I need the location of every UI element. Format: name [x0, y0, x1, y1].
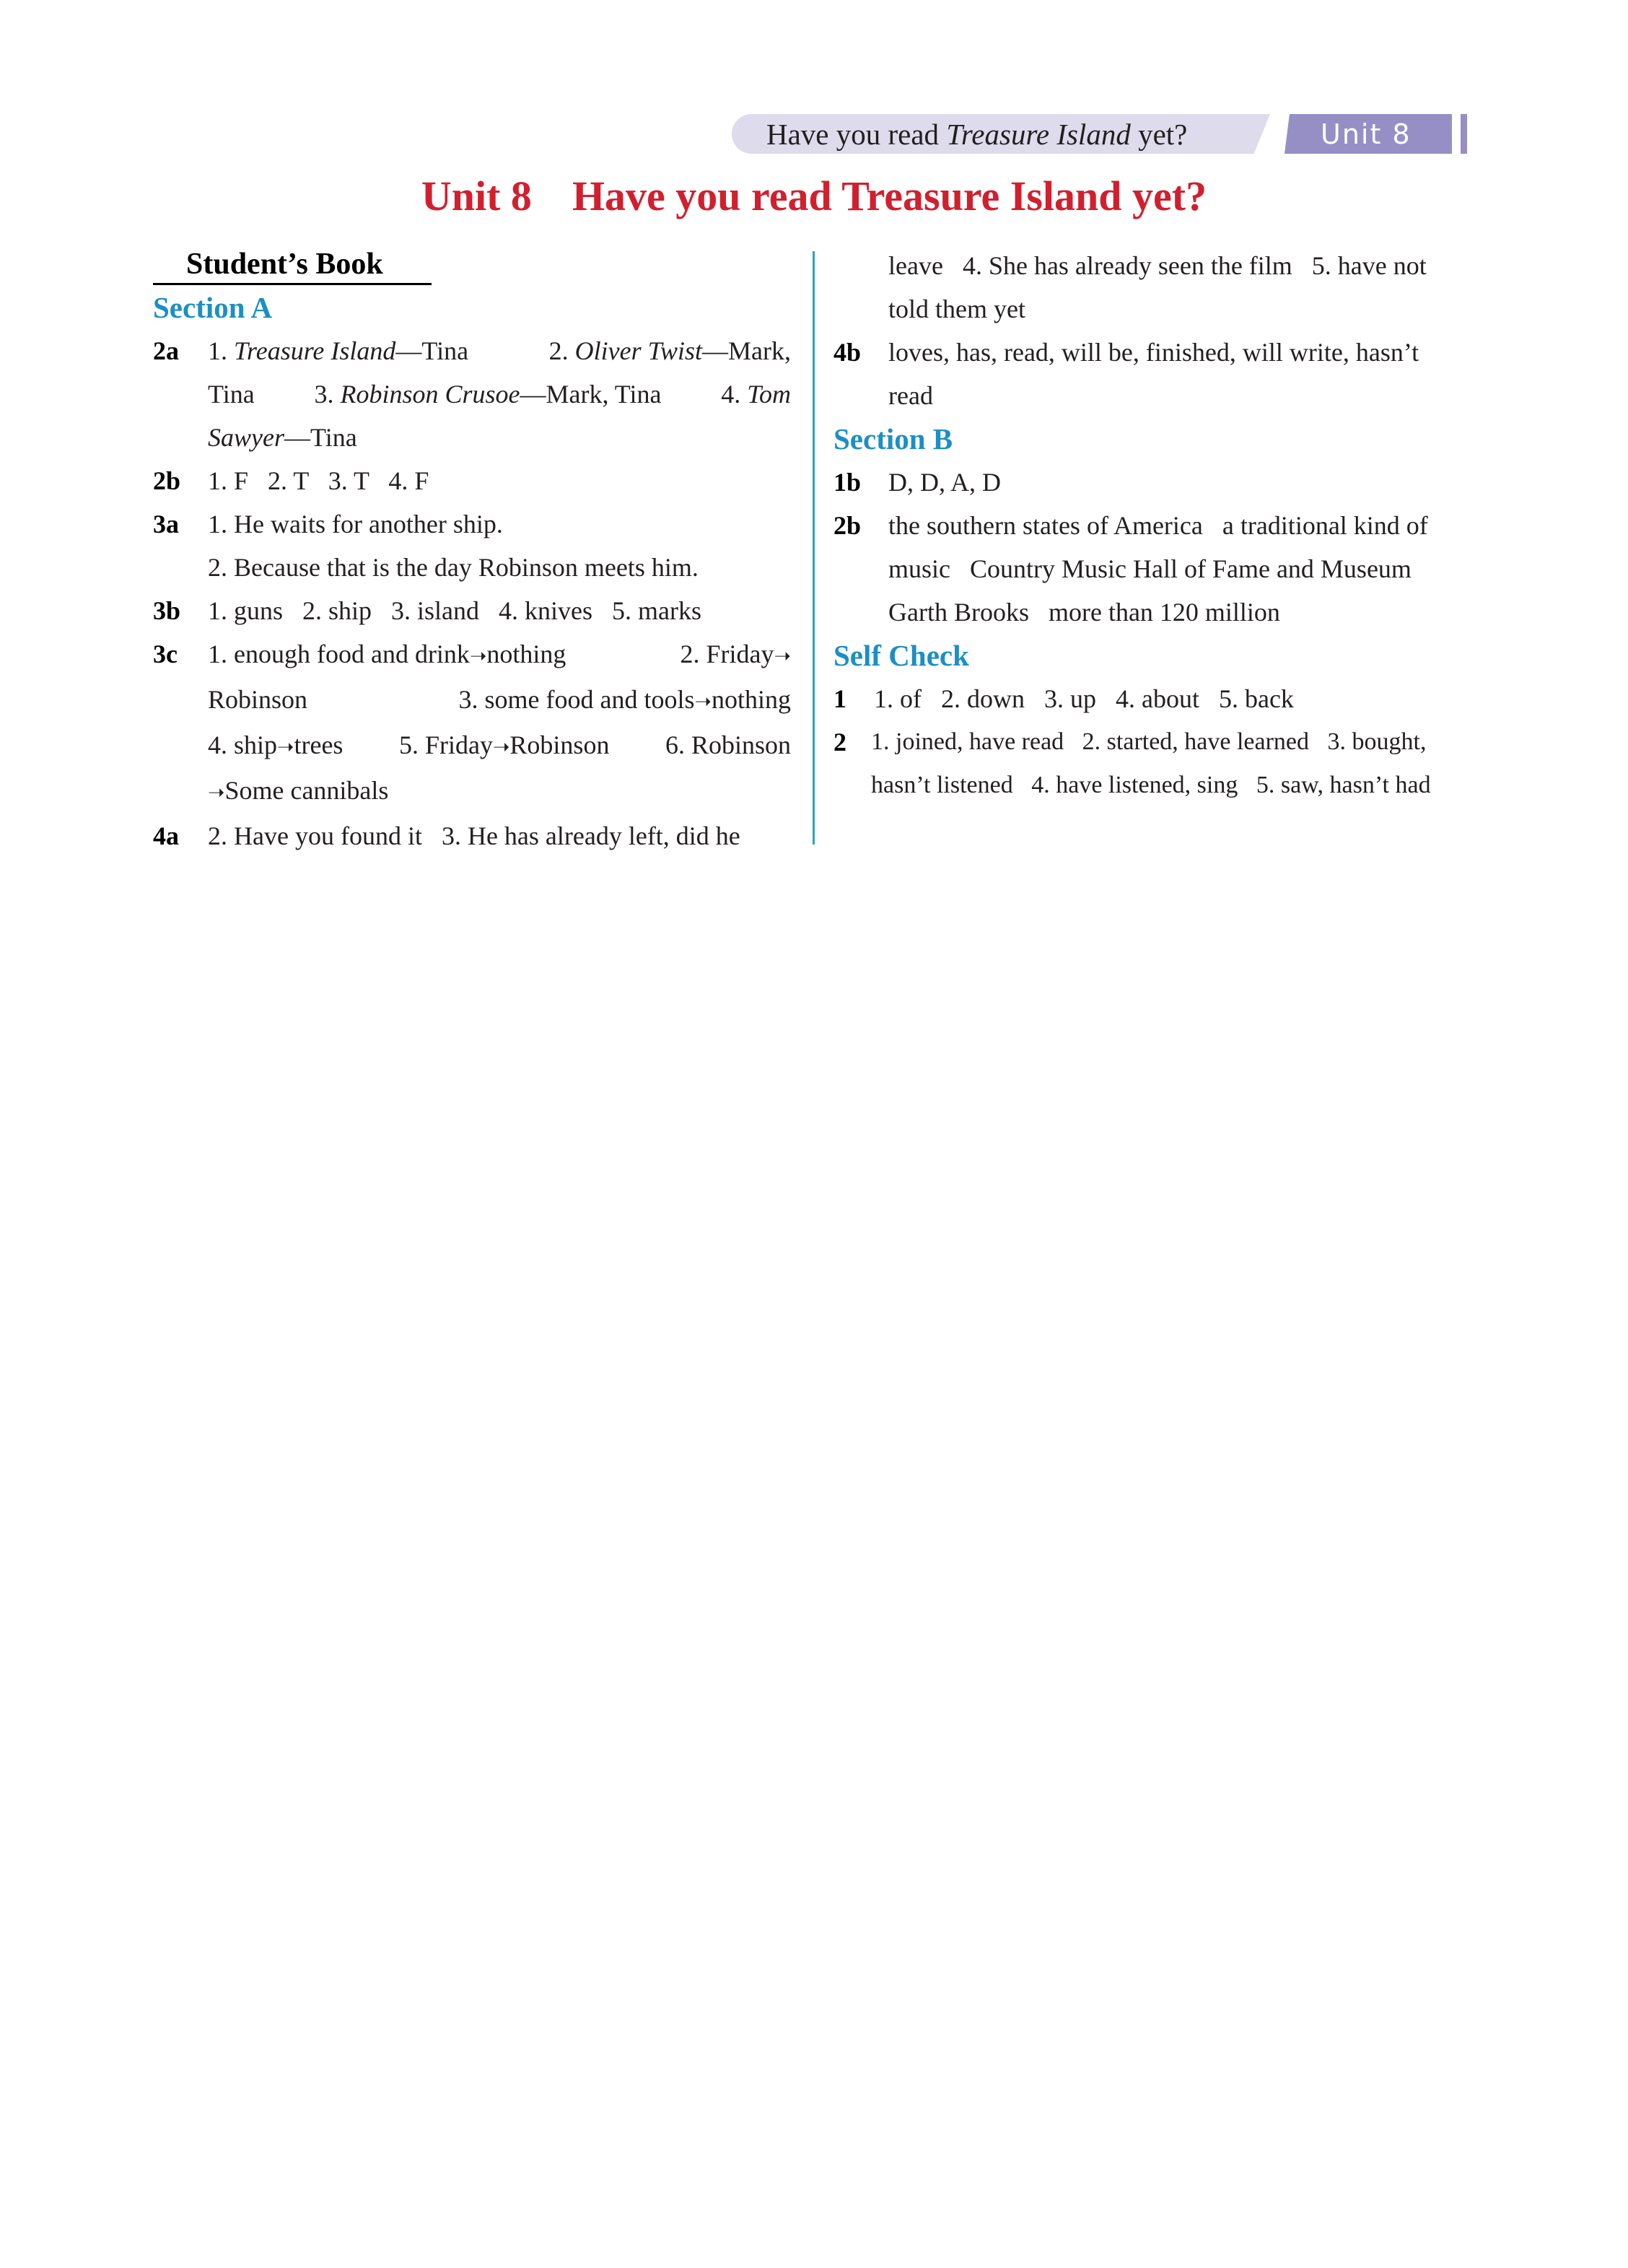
answer-3b: 3b 1. guns 2. ship 3. island 4. knives 5. marks [153, 589, 791, 632]
arrow-icon: ➝ [492, 735, 510, 759]
item-label: 2 [833, 728, 846, 756]
item-label: 3a [153, 510, 179, 538]
answer-4a-continued: leave 4. She has already seen the film 5. have not told them yet [888, 251, 1427, 323]
item-label: 1 [833, 684, 846, 713]
right-column [833, 244, 1471, 807]
page-title: Unit 8 Have you read Treasure Island yet? [421, 173, 1207, 219]
answer-3c: 3c 1. enough food and drink➝nothing 2. Friday➝ Robinson 3. some food and tools➝nothing 4. ship➝trees 5. Friday➝Robinson 6. Robinson ➝Some cannibals [153, 632, 791, 814]
item-label: 4b [833, 338, 862, 367]
column-divider [813, 251, 815, 845]
item-label: 4a [153, 821, 179, 850]
section-b-heading: Section B [833, 422, 953, 455]
arrow-icon: ➝ [694, 689, 712, 713]
answer-2a: 2a 1. Treasure Island—Tina 2. Oliver Twist—Mark, Tina 3. Robinson Crusoe—Mark, Tina 4. Tom Sawyer—Tina [153, 329, 791, 459]
arrow-icon: ➝ [774, 644, 791, 668]
answer-4a: 4a 2. Have you found it 3. He has already left, did he [153, 814, 791, 858]
left-column [153, 244, 791, 858]
answer-2b: 2b 1. F 2. T 3. T 4. F [153, 459, 791, 502]
self-check-heading: Self Check [833, 639, 969, 672]
item-label: 2b [833, 511, 862, 540]
answer-3a: 3a 1. He waits for another ship. 2. Because that is the day Robinson meets him. [153, 502, 791, 589]
self-check-1: 1 1. of 2. down 3. up 4. about 5. back [833, 677, 1471, 720]
answer-4b: 4b loves, has, read, will be, finished, will write, hasn’t read [833, 331, 1471, 417]
section-a-heading: Section A [153, 291, 273, 324]
answer-2b-section-b: 2b the southern states of America a traditional kind of music Country Music Hall of Fame and Museum Garth Brooks more than 120 million [833, 504, 1471, 634]
item-label: 3b [153, 596, 181, 625]
unit-tab-label: Unit 8 [1321, 118, 1412, 150]
item-label: 2a [153, 336, 179, 365]
arrow-icon: ➝ [208, 780, 225, 804]
header-accent-bar [1461, 114, 1467, 154]
running-header-title: Have you read Treasure Island yet? [766, 118, 1188, 151]
item-label: 2b [153, 466, 181, 495]
book-title: Student’s Book [153, 244, 791, 286]
item-label: 1b [833, 468, 862, 497]
arrow-icon: ➝ [469, 644, 487, 668]
self-check-2: 2 1. joined, have read 2. started, have learned 3. bought, hasn’t listened 4. have listened, sing 5. saw, hasn’t had [833, 720, 1471, 807]
arrow-icon: ➝ [277, 735, 294, 759]
item-label: 3c [153, 640, 178, 668]
answer-1b: 1b D, D, A, D [833, 461, 1471, 504]
